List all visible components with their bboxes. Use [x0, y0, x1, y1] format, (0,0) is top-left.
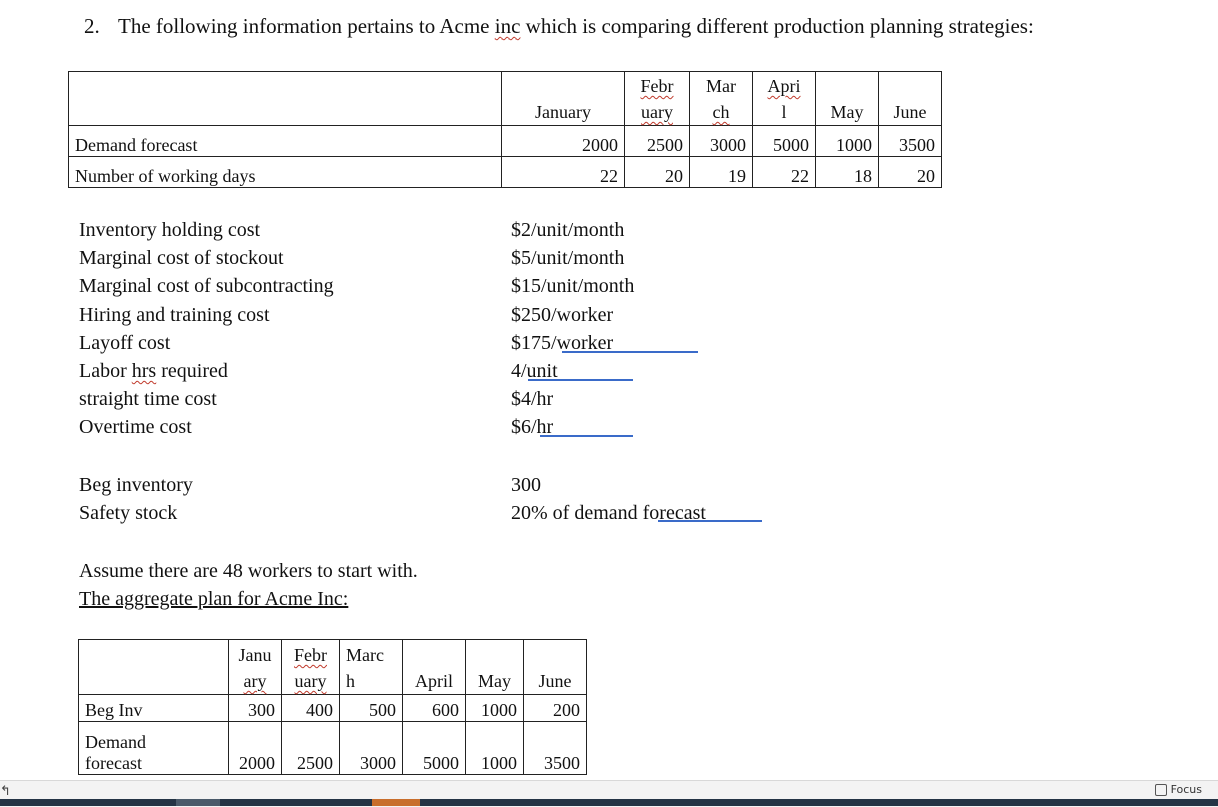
table-row: Demand forecast 2000 2500 3000 5000 1000 3500	[79, 722, 587, 775]
row-label: Beg Inv	[79, 695, 229, 722]
taskbar-segment[interactable]	[176, 799, 220, 806]
focus-label: Focus	[1170, 783, 1202, 796]
inventory-values: 300 20% of demand forecast	[511, 474, 706, 525]
table-row: Demand forecast 2000 2500 3000 5000 1000 3500	[69, 126, 942, 157]
workers-note: Assume there are 48 workers to start with.	[79, 560, 418, 582]
taskbar-active-segment[interactable]	[372, 799, 420, 806]
cost-labels: Inventory holding cost Marginal cost of stockout Marginal cost of subcontracting Hiring and training cost Layoff cost Labor hrs required straight time cost Overtime cost	[79, 219, 334, 439]
inventory-labels: Beg inventory Safety stock	[79, 474, 193, 525]
table-row: Beg Inv 300 400 500 600 1000 200	[79, 695, 587, 722]
corner-cell	[79, 640, 229, 695]
question-number: 2.	[84, 14, 100, 38]
assumption-text	[79, 557, 418, 613]
row-label: Demand forecast	[79, 722, 229, 775]
row-label: Demand forecast	[69, 126, 502, 157]
focus-button[interactable]	[1155, 783, 1202, 796]
cost-values: $2/unit/month $5/unit/month $15/unit/month $250/worker $175/worker 4/unit $4/hr $6/hr	[511, 219, 635, 439]
grammar-flag	[562, 351, 698, 353]
table-row: Number of working days 22 20 19 22 18 20	[69, 157, 942, 188]
corner-cell	[69, 72, 502, 126]
resize-cursor-icon: ↰	[0, 784, 11, 799]
question-text: 2. The following information pertains to Acme inc which is comparing different production planning strategies:	[84, 14, 1034, 38]
grammar-flag	[540, 435, 633, 437]
focus-icon	[1155, 784, 1167, 796]
plan-title: The aggregate plan for Acme Inc:	[79, 588, 349, 611]
spelling-flag: inc	[494, 14, 521, 38]
grammar-flag	[658, 520, 762, 522]
aggregate-plan-table: Janu ary Febr uary Marc h April May June Beg Inv 300 400 500 600 1000 200 Demand forecast 2000 2500 3000 5000 1000 3500	[78, 639, 587, 775]
grammar-flag	[528, 379, 633, 381]
demand-table: January Febr uary Mar ch Apri l May June Demand forecast 2000 2500 3000 5000 1000 3500 Number of working days 22 20 19 22 18 20	[68, 71, 942, 188]
row-label: Number of working days	[69, 157, 502, 188]
